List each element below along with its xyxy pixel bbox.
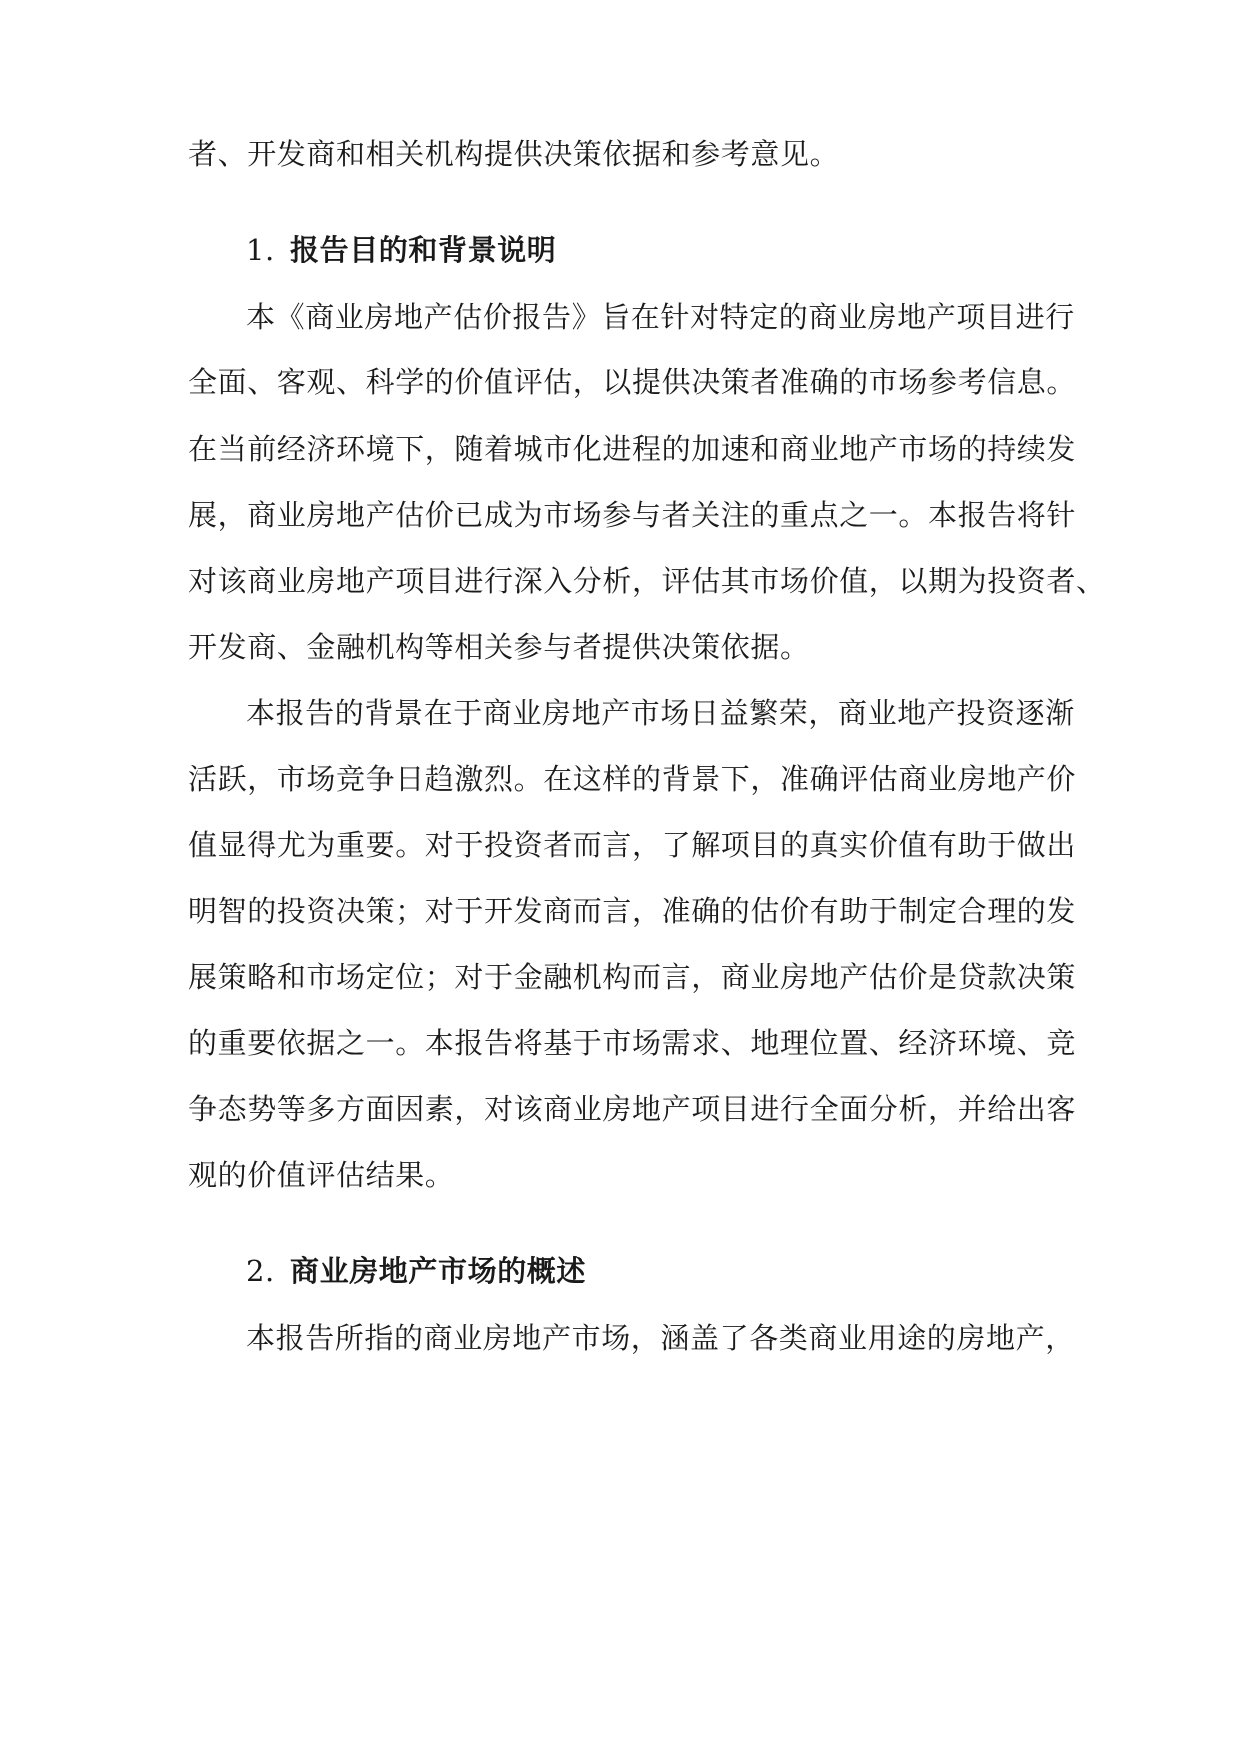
section-1-title: 报告目的和背景说明 <box>290 233 557 267</box>
s1-p2-line-4: 明智的投资决策；对于开发商而言，准确的估价有助于制定合理的发 <box>188 894 1077 928</box>
s1-p2-line-7: 争态势等多方面因素，对该商业房地产项目进行全面分析，并给出客 <box>188 1092 1077 1126</box>
section-2-title: 商业房地产市场的概述 <box>290 1254 587 1288</box>
intro-tail-text: 者、开发商和相关机构提供决策依据和参考意见。 <box>188 137 840 171</box>
s1-p1-line-5: 对该商业房地产项目进行深入分析，评估其市场价值，以期为投资者、 <box>188 564 1106 598</box>
section-2-number: 2. <box>246 1254 275 1288</box>
section-2-heading <box>246 1251 586 1291</box>
section-1-number: 1. <box>246 233 275 267</box>
s1-p1-line-2: 全面、客观、科学的价值评估，以提供决策者准确的市场参考信息。 <box>188 365 1077 399</box>
s1-p2-line-3: 值显得尤为重要。对于投资者而言，了解项目的真实价值有助于做出 <box>188 828 1077 862</box>
s1-p2-line-5: 展策略和市场定位；对于金融机构而言，商业房地产估价是贷款决策 <box>188 960 1077 994</box>
s1-p1-line-3: 在当前经济环境下，随着城市化进程的加速和商业地产市场的持续发 <box>188 432 1077 466</box>
s1-p2-line-8: 观的价值评估结果。 <box>188 1158 455 1192</box>
s1-p2-line-6: 的重要依据之一。本报告将基于市场需求、地理位置、经济环境、竞 <box>188 1026 1077 1060</box>
s1-p2-line-1: 本报告的背景在于商业房地产市场日益繁荣，商业地产投资逐渐 <box>246 696 1075 730</box>
section-1-heading <box>246 230 556 270</box>
s1-p1-line-4: 展，商业房地产估价已成为市场参与者关注的重点之一。本报告将针 <box>188 498 1077 532</box>
s2-p1-line-1: 本报告所指的商业房地产市场，涵盖了各类商业用途的房地产， <box>246 1321 1075 1355</box>
s1-p2-line-2: 活跃，市场竞争日趋激烈。在这样的背景下，准确评估商业房地产价 <box>188 762 1077 796</box>
s1-p1-line-6: 开发商、金融机构等相关参与者提供决策依据。 <box>188 630 810 664</box>
s1-p1-line-1: 本《商业房地产估价报告》旨在针对特定的商业房地产项目进行 <box>246 300 1075 334</box>
